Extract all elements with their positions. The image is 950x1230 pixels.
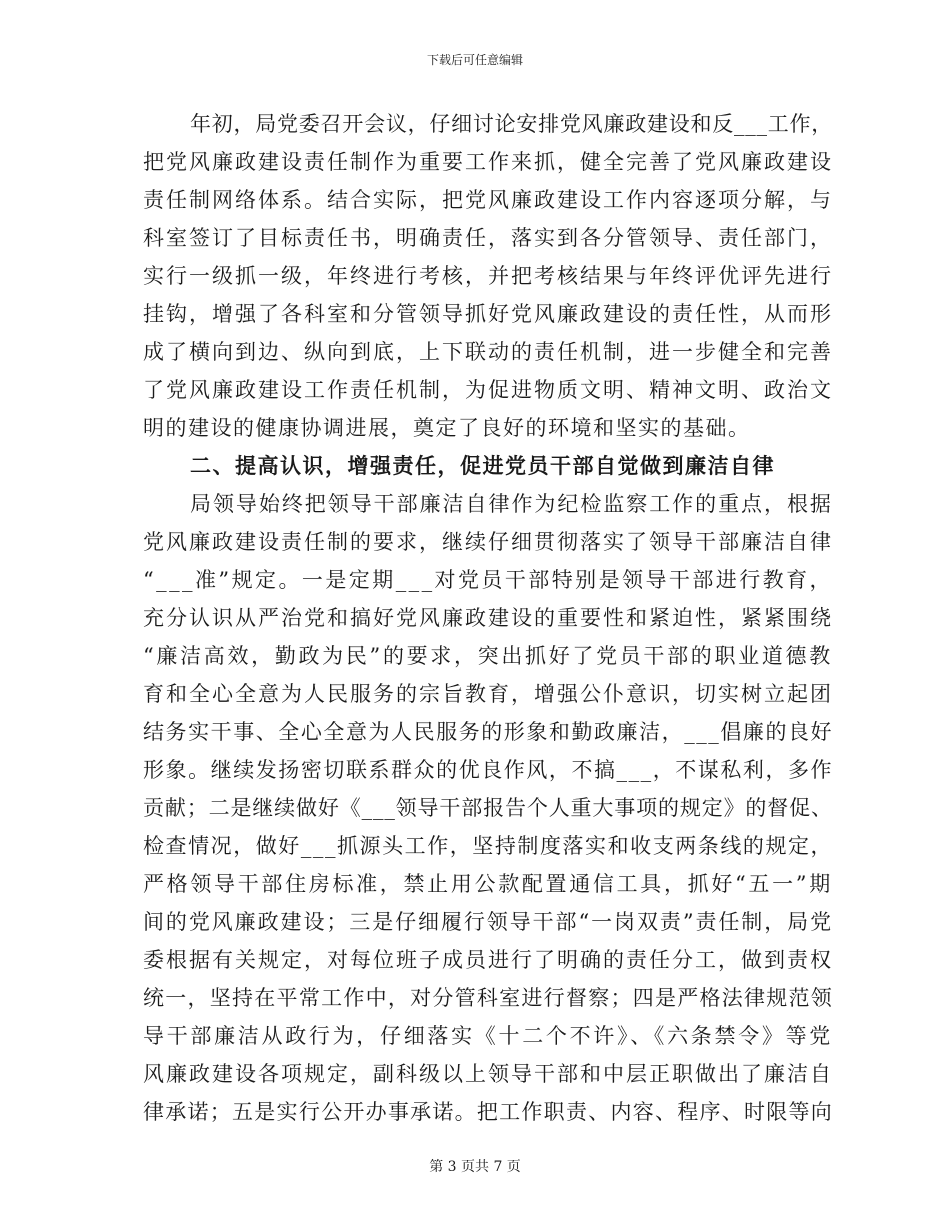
- body-line: 间的党风廉政建设；三是仔细履行领导干部“一岗双责”责任制，局党: [143, 910, 833, 934]
- body-line: 结务实干事、全心全意为人民服务的形象和勤政廉洁，___倡廉的良好: [143, 720, 833, 744]
- body-line: 实行一级抓一级，年终进行考核，并把考核结果与年终评优评先进行: [143, 264, 833, 288]
- body-line: 局领导始终把领导干部廉洁自律作为纪检监察工作的重点，根据: [190, 492, 833, 516]
- body-line: 责任制网络体系。结合实际，把党风廉政建设工作内容逐项分解，与: [143, 188, 833, 212]
- body-line: 明的建设的健康协调进展，奠定了良好的环境和坚实的基础。: [143, 416, 751, 440]
- body-line: 年初，局党委召开会议，仔细讨论安排党风廉政建设和反___工作，: [190, 112, 833, 136]
- page-header: 下载后可任意编辑: [426, 53, 523, 67]
- document-body: [143, 105, 833, 1131]
- body-line: “___准”规定。一是定期___对党员干部特别是领导干部进行教育，: [143, 568, 833, 592]
- body-line: 育和全心全意为人民服务的宗旨教育，增强公仆意识，切实树立起团: [143, 682, 833, 706]
- page-number-footer: 第 3 页共 7 页: [429, 1159, 521, 1175]
- section-heading: 二、提高认识，增强责任，促进党员干部自觉做到廉洁自律: [190, 453, 775, 478]
- body-line: 党风廉政建设责任制的要求，继续仔细贯彻落实了领导干部廉洁自律: [143, 530, 833, 554]
- body-line: 律承诺；五是实行公开办事承诺。把工作职责、内容、程序、时限等向: [143, 1100, 833, 1124]
- body-line: 导干部廉洁从政行为，仔细落实《十二个不许》、《六条禁令》等党: [143, 1024, 833, 1048]
- body-line: 检查情况，做好___抓源头工作，坚持制度落实和收支两条线的规定，: [143, 834, 833, 858]
- body-line: 挂钩，增强了各科室和分管领导抓好党风廉政建设的责任性，从而形: [143, 302, 833, 326]
- body-line: 把党风廉政建设责任制作为重要工作来抓，健全完善了党风廉政建设: [143, 150, 833, 174]
- body-line: 委根据有关规定，对每位班子成员进行了明确的责任分工，做到责权: [143, 948, 833, 972]
- body-line: 成了横向到边、纵向到底，上下联动的责任机制，进一步健全和完善: [143, 340, 833, 364]
- body-line: 严格领导干部住房标准，禁止用公款配置通信工具，抓好“五一”期: [143, 872, 833, 896]
- body-line: 形象。继续发扬密切联系群众的优良作风，不搞___，不谋私利，多作: [143, 758, 833, 782]
- body-line: 充分认识从严治党和搞好党风廉政建设的重要性和紧迫性，紧紧围绕: [143, 606, 833, 630]
- body-line: “廉洁高效，勤政为民”的要求，突出抓好了党员干部的职业道德教: [143, 644, 833, 668]
- body-line: 贡献；二是继续做好《___领导干部报告个人重大事项的规定》的督促、: [143, 796, 833, 820]
- body-line: 科室签订了目标责任书，明确责任，落实到各分管领导、责任部门，: [143, 226, 833, 250]
- body-line: 风廉政建设各项规定，副科级以上领导干部和中层正职做出了廉洁自: [143, 1062, 833, 1086]
- body-line: 统一，坚持在平常工作中，对分管科室进行督察；四是严格法律规范领: [143, 986, 833, 1010]
- body-line: 了党风廉政建设工作责任机制，为促进物质文明、精神文明、政治文: [143, 378, 833, 402]
